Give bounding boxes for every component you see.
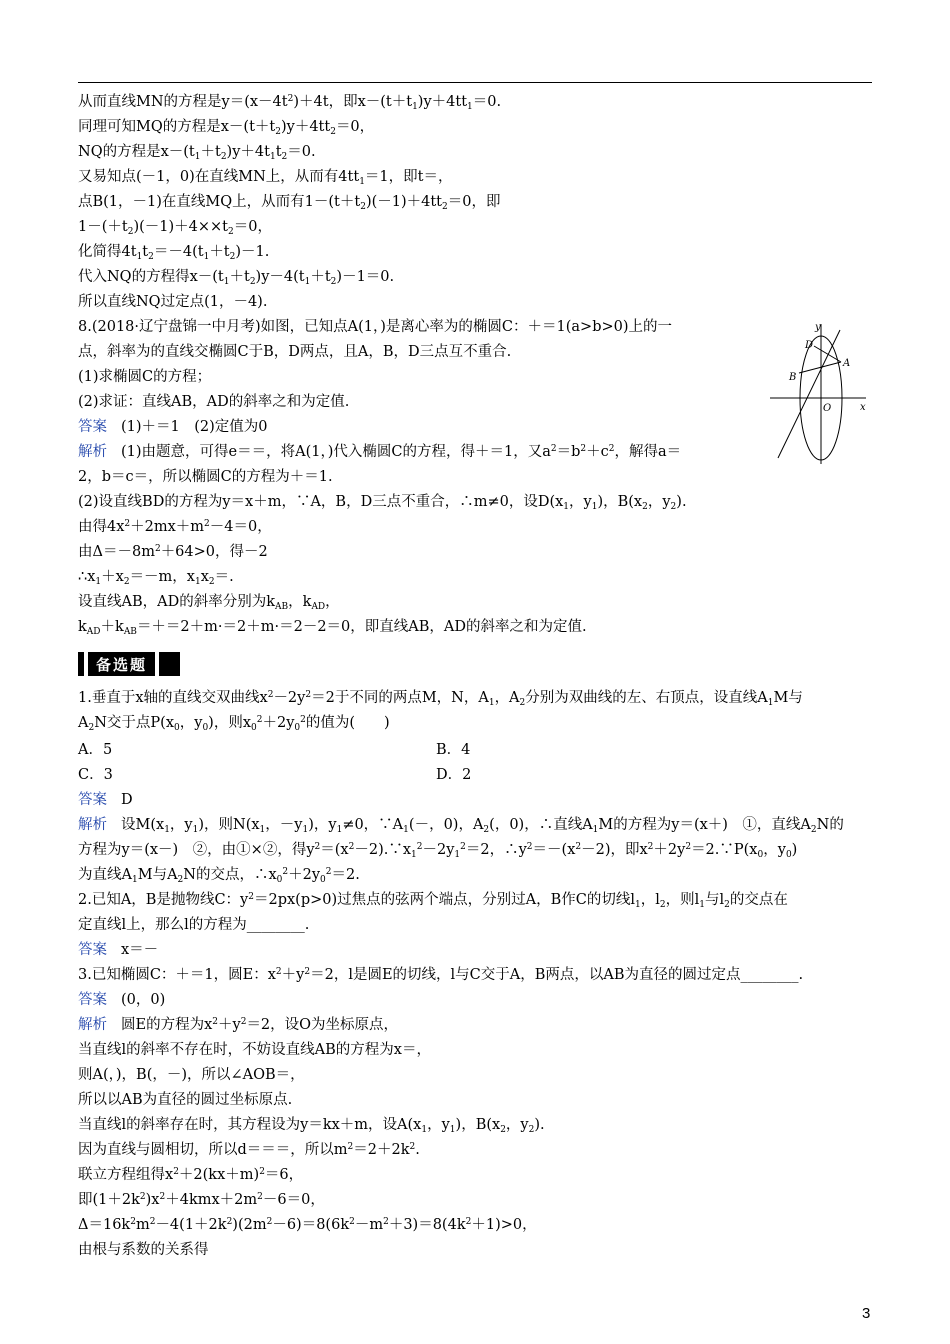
text-line: 即$(1+2k^2)x^2+4kmx+2m^2-6=0$， xyxy=(78,1192,325,1208)
text-line: 化简得$4t_1t_2=-4(t_1+t_2)-1$. xyxy=(78,244,270,262)
page-number: 3 xyxy=(862,1305,871,1322)
label-d: D xyxy=(805,340,814,351)
text-line: $k_{AD}+k_{AB}=+=2+m\cdot=2+m\cdot=2-2=0$，即直线AB，AD的斜率之和为定值. xyxy=(78,619,587,637)
text-line: 3.已知椭圆C：＋＝1，圆E：$x^2+y^2=2$，l是圆E的切线，l与C交于A，B两点，以AB为直径的圆过定点________. xyxy=(78,967,804,983)
option-c: C．3 xyxy=(78,767,113,783)
text-line: 当直线l的斜率存在时，其方程设为y＝kx＋m，设$A(x_1$，$y_1$)，$B(x_2$，$y_2$). xyxy=(78,1117,545,1135)
text-line: 因为直线与圆相切，所以d＝＝＝，所以$m^2=2+2k^2$. xyxy=(78,1142,420,1158)
section-heading xyxy=(78,652,180,676)
text-line: 2.已知A，B是抛物线C：$y^2=2px(p>0)$过焦点的弦两个端点，分别过A，B作C的切线$l_1$，$l_2$，则$l_1$与$l_2$的交点在 xyxy=(78,892,788,910)
answer-label: 答案 xyxy=(78,942,107,958)
text-line: 由$\Delta=-8m^2+64>0$，得－2 xyxy=(78,544,268,560)
text-line: 由得$4x^2+2mx+m^2-4=0$， xyxy=(78,519,272,535)
text-line: 所以直线NQ过定点(1，－4). xyxy=(78,294,268,310)
text-line: 则A(，)，B(，－)，所以∠AOB＝， xyxy=(78,1067,305,1083)
text-line: 解析 (1)由题意，可得e＝＝，将A(1，)代入椭圆C的方程，得＋＝1，又$a^2=b^2+c^2$，解得a＝ xyxy=(78,444,682,460)
text-line: 设直线AB，AD的斜率分别为$k_{AB}$，$k_{AD}$， xyxy=(78,594,340,612)
text-line: 8.(2018·辽宁盘锦一中月考)如图，已知点A(1，)是离心率为的椭圆C：＋＝1(a>b>0)上的一 xyxy=(78,319,673,335)
text-line: (2)设直线BD的方程为y＝x＋m，∵A，B，D三点不重合，∴m≠0，设$D(x_1$，$y_1$)，$B(x_2$，$y_2$). xyxy=(78,494,687,512)
text-line: 所以以AB为直径的圆过坐标原点. xyxy=(78,1092,293,1108)
text-line: (2)求证：直线AB，AD的斜率之和为定值. xyxy=(78,394,350,410)
label-o: O xyxy=(823,403,832,414)
answer-label: 答案 xyxy=(78,792,107,808)
text-line: 解析 设$M(x_1$，$y_1$)，则$N(x_1$，$-y_1$)，$y_1\ne 0$，$\because A_1(-$，0)，$A_2$(，0)，∴直线$A_1M$的方程为y＝(x＋) ①，直线$A_2N$的 xyxy=(78,817,844,835)
text-line: 答案 (1)＋＝1 (2)定值为0 xyxy=(78,419,268,435)
text-line: $1-(+t_2)(-1)+4\times\times t_2=0$， xyxy=(78,219,272,237)
text-line: 方程为y＝(x－) ②，由①×②，得$y^2=(x^2-2).\because x_1^2-2y_1^2=2$，$\therefore y^2=-(x^2-2)$，即$x^2+2y^2=2.\because P(x_0$，$y_0$) xyxy=(78,842,798,860)
text-line: 由根与系数的关系得 xyxy=(78,1242,209,1258)
label-y: y xyxy=(815,322,821,333)
option-d: D．2 xyxy=(436,767,472,783)
text-line: $\therefore x_1+x_2=-m$，$x_1x_2=$. xyxy=(78,569,234,587)
text-line: 1.垂直于x轴的直线交双曲线$x^2-2y^2=2$于不同的两点M，N，$A_1$，$A_2$分别为双曲线的左、右顶点，设直线$A_1M$与 xyxy=(78,690,803,708)
text-line: 同理可知MQ的方程是$x-(t+t_2)y+4tt_2=0$， xyxy=(78,119,375,137)
label-b: B xyxy=(789,372,797,383)
text-line: 从而直线MN的方程是$y=(x-4t^2)+4t$，即$x-(t+t_1)y+4tt_1=0$. xyxy=(78,94,502,112)
answer-label: 解析 xyxy=(78,817,107,833)
text-line: 点B(1，－1)在直线MQ上，从而有$1-(t+t_2)(-1)+4tt_2=0$，即 xyxy=(78,194,501,212)
line-ad xyxy=(814,346,841,362)
answer-label: 答案 xyxy=(78,419,107,435)
section-bar-left xyxy=(84,652,88,676)
section-bar-right xyxy=(155,652,159,676)
text-line: 为直线$A_1M$与$A_2N$的交点，$\therefore x_0^2+2y_0^2=2$. xyxy=(78,867,360,885)
text-line: 答案 x＝－ xyxy=(78,942,159,958)
text-line: $\Delta=16k^2m^2-4(1+2k^2)(2m^2-6)=8(6k^2-m^2+3)=8(4k^2+1)>0$， xyxy=(78,1217,537,1233)
text-line: 联立方程组得$x^2+2(kx+m)^2=6$， xyxy=(78,1167,304,1183)
text-line: (1)求椭圆C的方程； xyxy=(78,369,212,385)
answer-label: 解析 xyxy=(78,1017,107,1033)
option-a: A．5 xyxy=(78,742,113,758)
text-line: 答案 (0，0) xyxy=(78,992,166,1008)
text-line: 答案 D xyxy=(78,792,133,808)
header-rule xyxy=(78,82,872,83)
answer-label: 解析 xyxy=(78,444,107,460)
text-line: 当直线l的斜率不存在时，不妨设直线AB的方程为x＝， xyxy=(78,1042,431,1058)
option-b: B．4 xyxy=(436,742,471,758)
text-line: 又易知点(－1，0)在直线MN上，从而有$4tt_1=1$，即t＝， xyxy=(78,169,453,187)
label-a: A xyxy=(843,358,851,369)
text-line: $A_2N$交于点$P(x_0$，$y_0$)，则$x_0^2+2y_0^2$的值为( ) xyxy=(78,715,390,733)
ellipse-figure xyxy=(768,318,878,468)
text-line: NQ的方程是$x-(t_1+t_2)y+4t_1t_2=0$. xyxy=(78,144,316,162)
text-line: 2，b＝c＝，所以椭圆C的方程为＋＝1. xyxy=(78,469,333,485)
text-line: 定直线l上，那么l的方程为________. xyxy=(78,917,310,933)
label-x: x xyxy=(860,402,866,413)
text-line: 代入NQ的方程得$x-(t_1+t_2)y-4(t_1+t_2)-1=0$. xyxy=(78,269,395,287)
answer-label: 答案 xyxy=(78,992,107,1008)
section-title: 备选题 xyxy=(96,655,148,674)
text-line: 点，斜率为的直线交椭圆C于B，D两点，且A，B，D三点互不重合. xyxy=(78,344,512,360)
text-line: 解析 圆E的方程为$x^2+y^2=2$，设O为坐标原点， xyxy=(78,1017,399,1033)
